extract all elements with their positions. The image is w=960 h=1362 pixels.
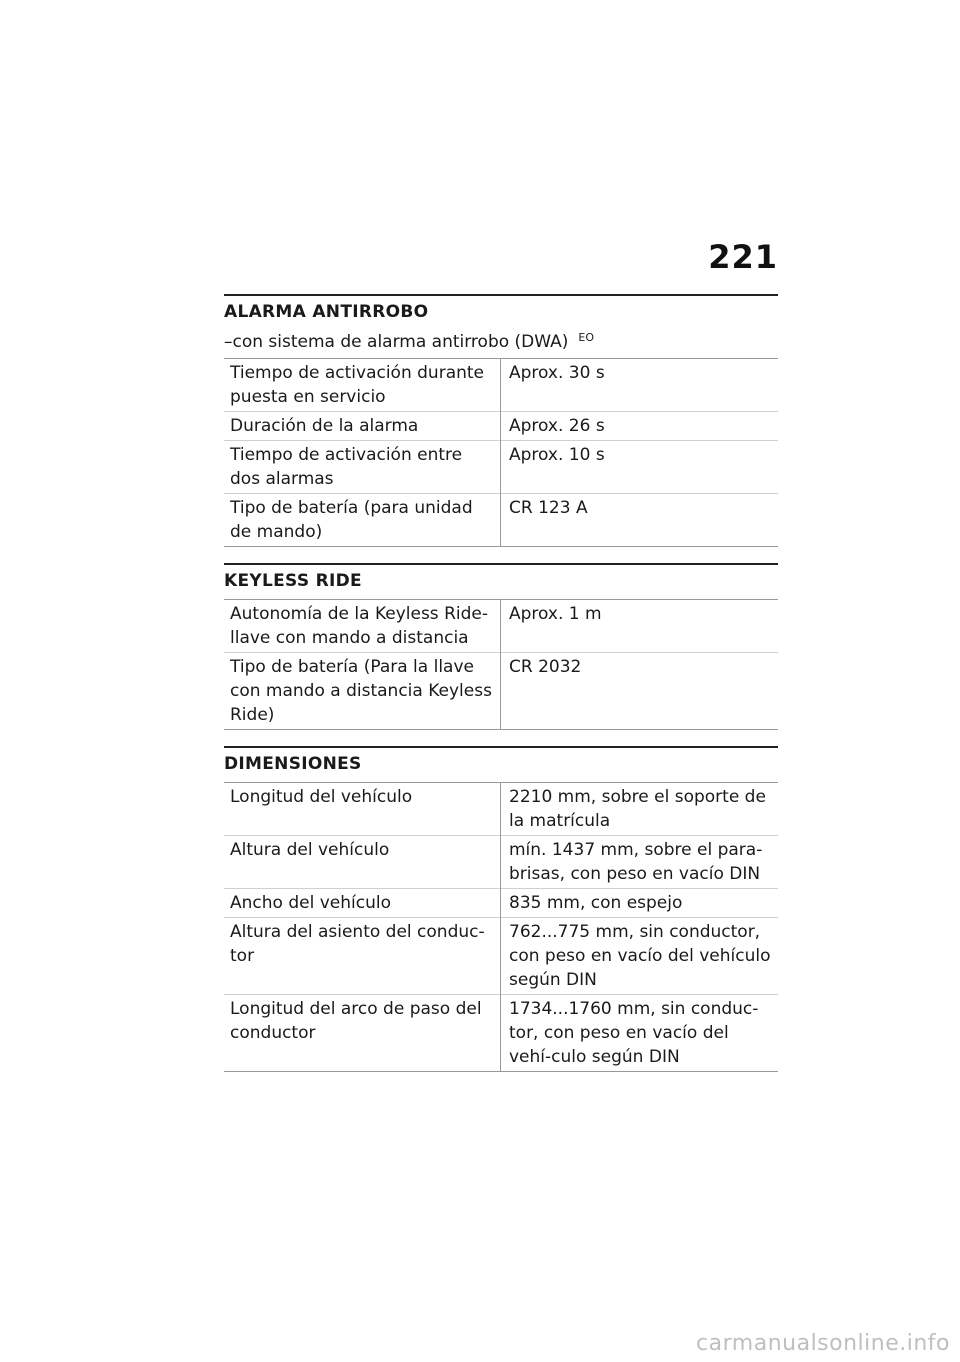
spec-label: Longitud del arco de paso del conductor <box>224 995 501 1072</box>
table-row <box>224 600 778 653</box>
watermark: carmanualsonline.info <box>696 1331 950 1356</box>
spec-value: Aprox. 10 s <box>501 441 779 494</box>
spec-label: Altura del asiento del conduc-tor <box>224 918 501 995</box>
page-number: 221 <box>708 238 778 276</box>
section-heading: DIMENSIONES <box>224 746 778 776</box>
table-row <box>224 889 778 918</box>
spec-value: CR 2032 <box>501 653 779 730</box>
table-row <box>224 995 778 1072</box>
spec-label: Longitud del vehículo <box>224 783 501 836</box>
table-row <box>224 359 778 412</box>
spec-value: 762...775 mm, sin conductor, con peso en vacío del vehículo según DIN <box>501 918 779 995</box>
spec-table <box>224 599 778 730</box>
section-note <box>224 330 778 354</box>
section-keyless-ride <box>224 563 778 730</box>
spec-label: Duración de la alarma <box>224 412 501 441</box>
spec-value: Aprox. 30 s <box>509 363 605 383</box>
table-row <box>224 494 778 547</box>
spec-label: Tiempo de activación durante puesta en servicio <box>224 359 501 412</box>
spec-label: Altura del vehículo <box>224 836 501 889</box>
table-row <box>224 412 778 441</box>
note-superscript: EO <box>578 331 595 344</box>
section-alarma-antirrobo <box>224 294 778 547</box>
spec-table <box>224 782 778 1072</box>
spec-value: 835 mm, con espejo <box>501 889 779 918</box>
note-text: –con sistema de alarma antirrobo (DWA) <box>224 332 569 352</box>
spec-label: Autonomía de la Keyless Ride-llave con mando a distancia <box>224 600 501 653</box>
table-row <box>224 441 778 494</box>
spec-value: CR 123 A <box>501 494 779 547</box>
spec-value: 2210 mm, sobre el soporte de la matrícula <box>509 787 766 831</box>
spec-label: Tipo de batería (Para la llave con mando a distancia Keyless Ride) <box>224 653 501 730</box>
table-row <box>224 918 778 995</box>
spec-value: 1734...1760 mm, sin conduc-tor, con peso en vacío del vehí-culo según DIN <box>501 995 779 1072</box>
table-row <box>224 653 778 730</box>
table-row <box>224 783 778 836</box>
spec-label: Tiempo de activación entre dos alarmas <box>224 441 501 494</box>
spec-label: Tipo de batería (para unidad de mando) <box>224 494 501 547</box>
spec-table <box>224 358 778 547</box>
spec-value: mín. 1437 mm, sobre el para-brisas, con peso en vacío DIN <box>501 836 779 889</box>
manual-content <box>224 294 778 1088</box>
section-heading: KEYLESS RIDE <box>224 563 778 593</box>
section-heading: ALARMA ANTIRROBO <box>224 294 778 324</box>
spec-value: Aprox. 1 m <box>509 604 602 624</box>
spec-label: Ancho del vehículo <box>224 889 501 918</box>
spec-value: Aprox. 26 s <box>501 412 779 441</box>
section-dimensiones <box>224 746 778 1072</box>
table-row <box>224 836 778 889</box>
